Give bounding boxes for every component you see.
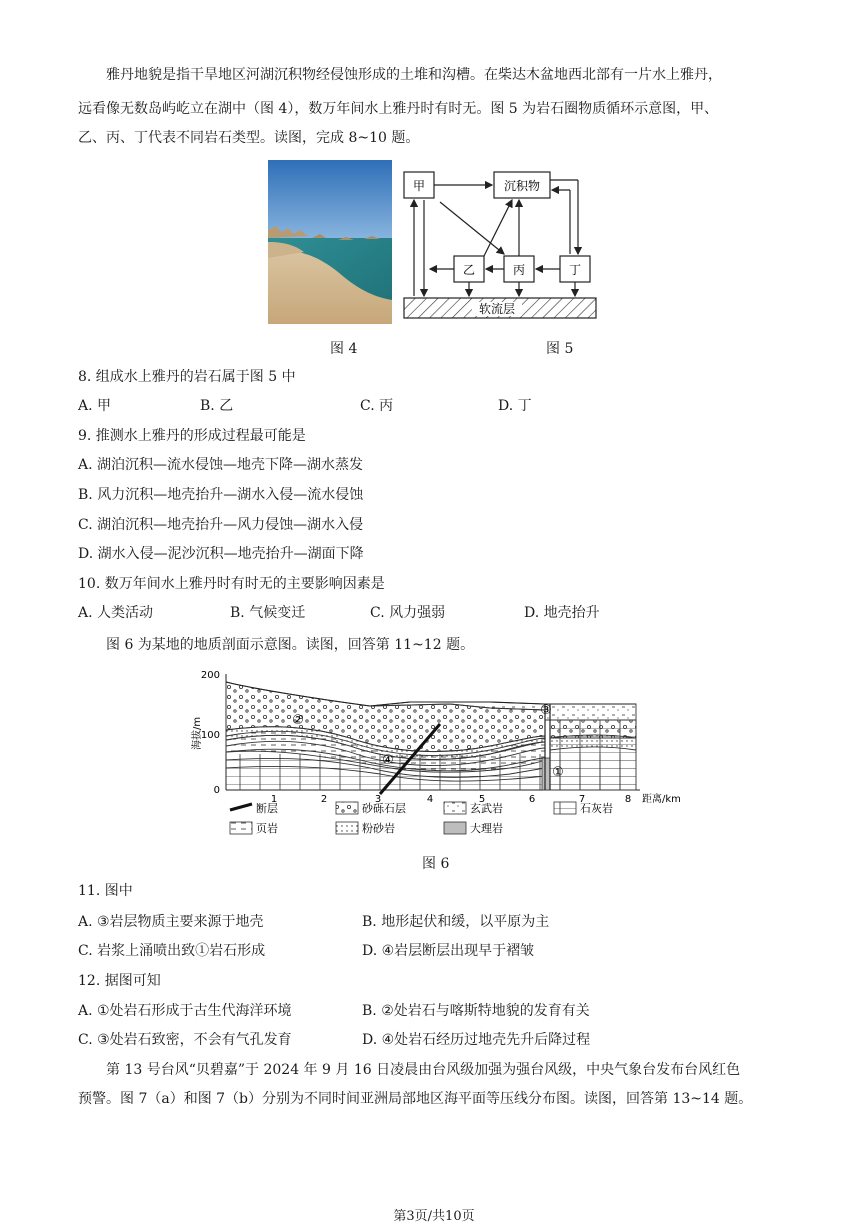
q10-option-a: A. 人类活动 — [78, 605, 154, 621]
q9-stem: 9. 推测水上雅丹的形成过程最可能是 — [78, 428, 306, 444]
q8-option-d: D. 丁 — [498, 398, 532, 414]
fig6-x-label: 距离/km — [642, 794, 681, 805]
fig5-label-bing: 丙 — [512, 263, 526, 277]
fig6-y-label: 海拔/m — [192, 716, 203, 750]
q8-option-c: C. 丙 — [360, 398, 394, 414]
fig5-label-yi: 乙 — [462, 263, 476, 277]
fig6-mark-4: ④ — [382, 753, 394, 768]
page-footer: 第3页/共10页 — [393, 1209, 475, 1224]
fig6-x-tick: 6 — [528, 794, 536, 805]
q11-option-a: A. ③岩层物质主要来源于地壳 — [78, 914, 264, 930]
q8-option-a: A. 甲 — [78, 398, 112, 414]
q12-option-c: C. ③处岩石致密，不会有气孔发育 — [78, 1032, 292, 1048]
q12-option-a: A. ①处岩石形成于古生代海洋环境 — [78, 1003, 292, 1019]
fig6-legend-limestone: 石灰岩 — [580, 802, 613, 815]
fig6-legend-gravel: 砂砾石层 — [362, 802, 406, 815]
intro-line-3: 乙、丙、丁代表不同岩石类型。读图，完成 8~10 题。 — [78, 130, 420, 146]
q10-option-b: B. 气候变迁 — [230, 605, 306, 621]
fig6-x-tick: 3 — [374, 794, 382, 805]
fig6-caption: 图 6 — [422, 856, 450, 872]
fig6-x-tick: 1 — [270, 794, 278, 805]
fig6-x-tick: 4 — [426, 794, 434, 805]
q11-stem: 11. 图中 — [78, 883, 133, 899]
q8-option-b: B. 乙 — [200, 398, 234, 414]
outro-line-1: 第 13 号台风“贝碧嘉”于 2024 年 9 月 16 日凌晨由台风级加强为强台风级，中央气象台发布台风红色 — [106, 1062, 741, 1078]
q11-option-c: C. 岩浆上涌喷出致①岩石形成 — [78, 943, 266, 959]
q11-option-b: B. 地形起伏和缓，以平原为主 — [362, 914, 550, 930]
q9-option-d: D. 湖水入侵—泥沙沉积—地壳抬升—湖面下降 — [78, 546, 364, 562]
fig6-mark-3: ③ — [540, 703, 552, 718]
q9-option-b: B. 风力沉积—地壳抬升—湖水入侵—流水侵蚀 — [78, 487, 364, 503]
fig6-legend-basalt: 玄武岩 — [470, 802, 503, 815]
fig6-x-tick: 7 — [578, 794, 586, 805]
fig6-x-tick: 5 — [478, 794, 486, 805]
fig6-geological-section — [190, 664, 690, 844]
fig6-legend-marble: 大理岩 — [470, 822, 503, 835]
intro-line-1: 雅丹地貌是指干旱地区河湖沉积物经侵蚀形成的土堆和沟槽。在柴达木盆地西北部有一片水上雅丹， — [106, 67, 722, 83]
q10-option-c: C. 风力强弱 — [370, 605, 446, 621]
fig5-caption: 图 5 — [546, 341, 574, 357]
fig6-x-tick: 2 — [320, 794, 328, 805]
fig5-label-ding: 丁 — [568, 263, 582, 277]
outro-line-2: 预警。图 7（a）和图 7（b）分别为不同时间亚洲局部地区海平面等压线分布图。读图，回答第 13~14 题。 — [78, 1091, 753, 1107]
q12-stem: 12. 据图可知 — [78, 973, 161, 989]
q11-option-d: D. ④岩层断层出现早于褶皱 — [362, 943, 535, 959]
intro-line-2: 远看像无数岛屿屹立在湖中（图 4），数万年间水上雅丹时有时无。图 5 为岩石圈物质循环示意图，甲、 — [78, 101, 719, 117]
fig6-legend-shale: 页岩 — [256, 822, 278, 835]
fig6-x-tick: 8 — [624, 794, 632, 805]
fig5-label-asthenosphere: 软流层 — [478, 302, 516, 316]
fig6-y-tick-100: 100 — [200, 730, 220, 741]
q12-option-b: B. ②处岩石与喀斯特地貌的发育有关 — [362, 1003, 590, 1019]
q10-option-d: D. 地壳抬升 — [524, 605, 600, 621]
fig6-legend-siltstone: 粉砂岩 — [362, 822, 395, 835]
fig6-y-tick-200: 200 — [200, 670, 220, 681]
q10-stem: 10. 数万年间水上雅丹时有时无的主要影响因素是 — [78, 576, 385, 592]
q9-option-c: C. 湖泊沉积—地壳抬升—风力侵蚀—湖水入侵 — [78, 517, 364, 533]
q8-stem: 8. 组成水上雅丹的岩石属于图 5 中 — [78, 369, 296, 385]
fig6-mark-1: ① — [552, 765, 564, 780]
fig6-legend-fault: 断层 — [256, 802, 278, 815]
fig4-caption: 图 4 — [330, 341, 358, 357]
fig5-label-sediment: 沉积物 — [503, 179, 541, 193]
fig4-photo — [268, 160, 392, 324]
q9-option-a: A. 湖泊沉积—流水侵蚀—地壳下降—湖水蒸发 — [78, 457, 364, 473]
fig5-label-jia: 甲 — [412, 179, 426, 193]
fig6-y-tick-0: 0 — [213, 785, 220, 796]
fig6-intro: 图 6 为某地的地质剖面示意图。读图，回答第 11~12 题。 — [106, 637, 475, 653]
fig5-rock-cycle-diagram — [400, 166, 600, 326]
q12-option-d: D. ④处岩石经历过地壳先升后降过程 — [362, 1032, 591, 1048]
fig6-mark-2: ② — [292, 713, 304, 728]
